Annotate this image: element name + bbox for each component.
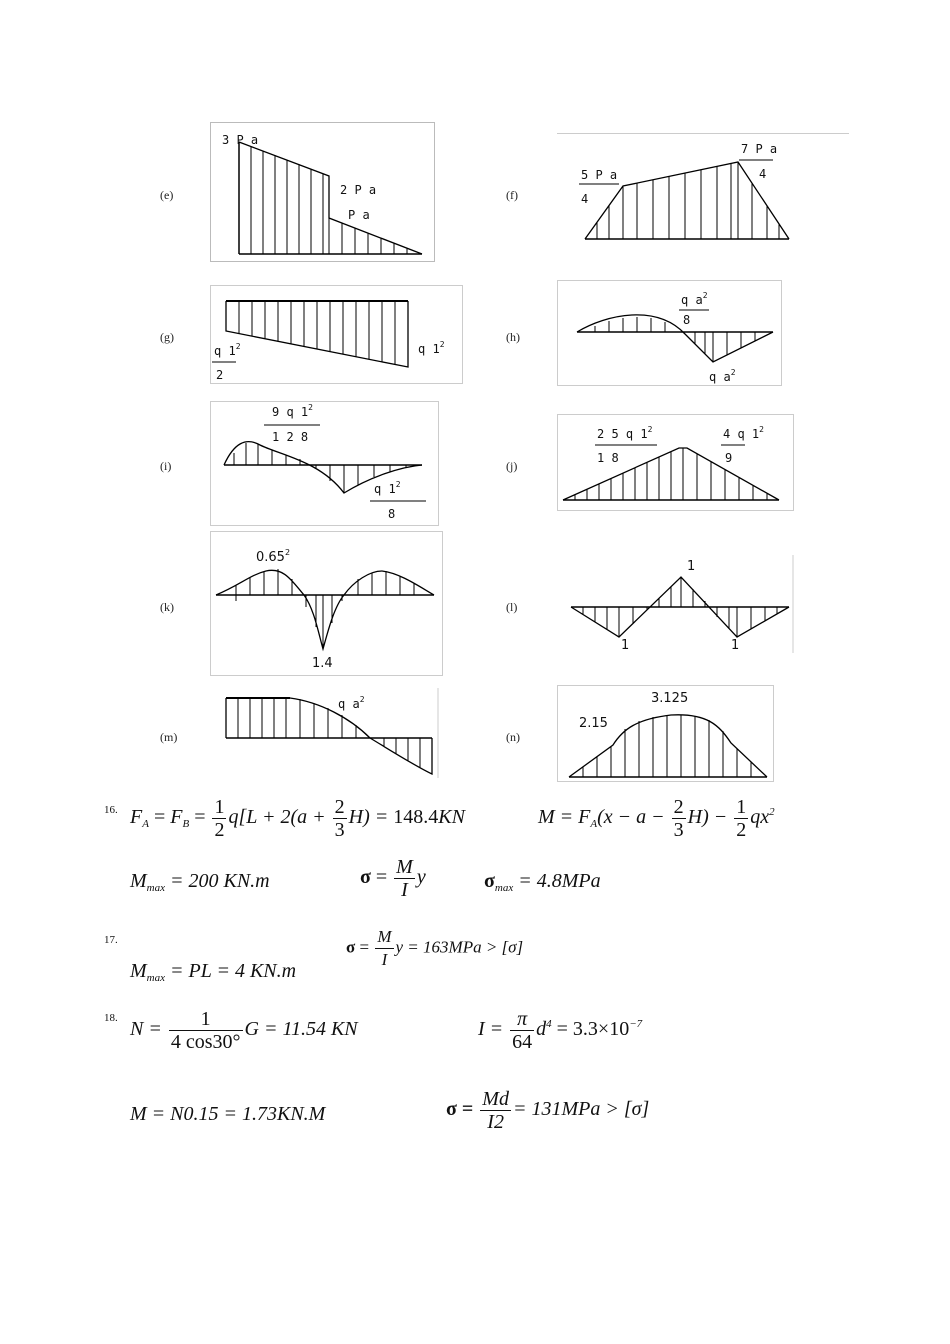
label-065: 0.65$^2$ (256, 548, 291, 565)
label-qa2-m: q $a^2$ (338, 695, 365, 711)
figure-label-e: (e) (160, 188, 174, 202)
equation-18-n: N = $\frac{1}{4 \cos 30^\circ}$ G = 11.54 KN (130, 1008, 358, 1053)
figure-label-k: (k) (160, 600, 174, 614)
label-ql2-right: q $1^2$ (418, 340, 445, 356)
equation-16-reactions: $F_A = F_B$ = $\frac{1}{2}$ q[L + 2(a + $\frac{2}{3}$ H) = 148.4KN (130, 796, 465, 841)
figure-label-i: (i) (160, 459, 172, 473)
label-9: 9 (725, 451, 733, 465)
figure-label-f: (f) (506, 188, 518, 202)
label-14: 1.4 (312, 656, 333, 671)
label-128: 1 2 8 (272, 430, 309, 444)
label-qa2-top: q $a^2$ (681, 291, 708, 307)
label-4b: 4 (759, 167, 767, 181)
label-2pa: 2 P a (340, 183, 377, 197)
label-1-left: 1 (621, 638, 630, 653)
equation-17-sigma: σ = $\frac{M}{I}$ y = 163MPa > [σ] (346, 927, 524, 969)
figure-label-m: (m) (160, 730, 178, 744)
figure-label-l: (l) (506, 600, 518, 614)
label-9ql2: 9 q $1^2$ (272, 403, 313, 419)
moment-diagram-k (210, 531, 444, 677)
label-5pa: 5 P a (581, 168, 618, 182)
label-215: 2.15 (579, 716, 608, 731)
problem-number-17: 17. (104, 934, 118, 946)
figure-label-h: (h) (506, 330, 520, 344)
problem-number-16: 16. (104, 804, 118, 816)
moment-diagram-j (557, 414, 795, 512)
label-7pa: 7 P a (741, 142, 778, 156)
label-3125: 3.125 (651, 691, 689, 706)
label-8-i: 8 (388, 507, 396, 521)
equation-18-sigma: σ = $\frac{Md}{I2}$ = 131MPa > [σ] (446, 1088, 650, 1133)
label-3pa: 3 P a (222, 133, 259, 147)
label-2: 2 (216, 368, 224, 382)
label-18: 1 8 (597, 451, 619, 465)
label-pa: P a (348, 208, 370, 222)
label-ql2: q $1^2$ (214, 342, 241, 358)
equation-16-moment: $M = F_A(x - a$ − $\frac{2}{3}$ H) − $\frac{1}{2}$ $qx^2$ (538, 796, 775, 841)
label-4ql2: 4 q $1^2$ (723, 425, 764, 441)
moment-diagram-f (557, 133, 851, 250)
label-25ql2: 2 5 q $1^2$ (597, 425, 653, 441)
equation-18-m: M = N0.15 = 1.73KN.M (130, 1103, 326, 1125)
label-1-top: 1 (687, 559, 696, 574)
equation-16-mmax: $M_{max} = 200$ KN.m (130, 870, 270, 894)
moment-diagram-n (557, 685, 775, 783)
label-8: 8 (683, 313, 691, 327)
equation-17-mmax: $M_{max}$ = PL = 4 KN.m (130, 960, 297, 984)
equation-16-sigmamax: $\sigma_{max} = 4.8MPa$ (484, 870, 601, 894)
moment-diagram-i (210, 401, 440, 527)
moment-diagram-g (210, 285, 464, 385)
moment-diagram-m (210, 688, 440, 780)
label-ql2-i: q $1^2$ (374, 480, 401, 496)
label-4: 4 (581, 192, 589, 206)
equation-16-sigma: σ = $\frac{M}{I}$ y (360, 856, 426, 901)
equation-18-i: I = $\frac{\pi}{64}$ $d^4 = 3.3\times 10^{-7}$ (478, 1008, 643, 1053)
problem-number-18: 18. (104, 1012, 118, 1024)
moment-diagram-e (210, 122, 436, 264)
moment-diagram-l (557, 555, 795, 655)
moment-diagram-h (557, 280, 783, 387)
label-1-right: 1 (731, 638, 740, 653)
label-qa2-bottom: q $a^2$ (709, 368, 736, 384)
figure-label-j: (j) (506, 459, 518, 473)
figure-label-g: (g) (160, 330, 174, 344)
figure-label-n: (n) (506, 730, 520, 744)
